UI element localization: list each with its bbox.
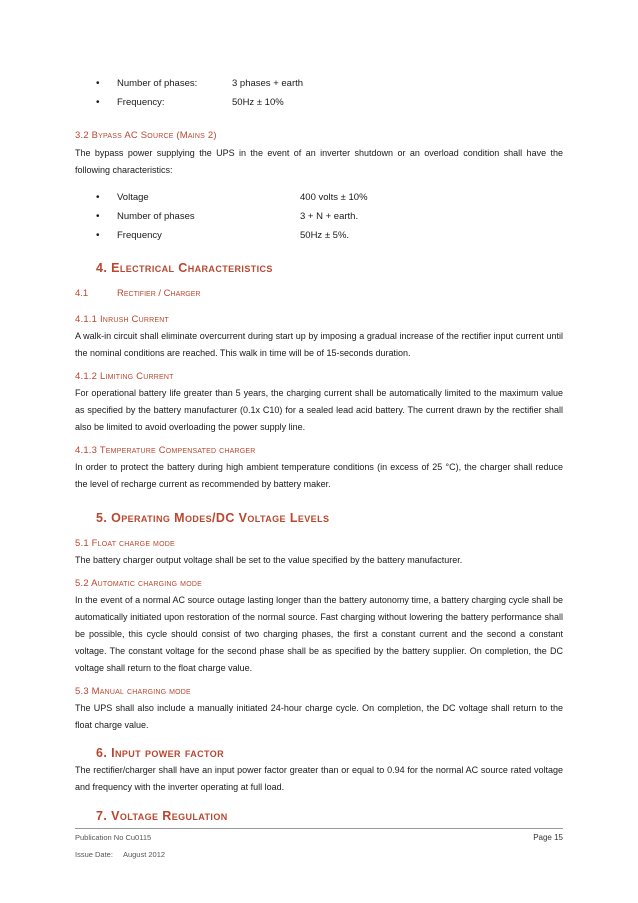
footer-issue-date bbox=[75, 850, 165, 859]
bullet-icon: • bbox=[96, 192, 100, 203]
footer-divider bbox=[75, 828, 563, 829]
bullet-value: 50Hz ± 5%. bbox=[300, 230, 350, 241]
bullet-label: Voltage bbox=[117, 192, 149, 203]
issue-date-label: Issue Date: bbox=[75, 850, 113, 859]
section-4-1-1-text: A walk-in circuit shall eliminate overcurrent during start up by imposing a gradual increase of the rectifier input current until the nominal conditions are reached. This walk in time will be of 15-seconds duration. bbox=[75, 331, 563, 358]
bullet-value: 400 volts ± 10% bbox=[300, 192, 368, 203]
bypass-bullet-list bbox=[75, 188, 563, 245]
bullet-label: Frequency bbox=[117, 230, 162, 241]
list-item bbox=[75, 207, 563, 226]
bullet-icon: • bbox=[96, 97, 100, 108]
footer-page-number: Page 15 bbox=[533, 833, 563, 842]
bullet-label: Number of phases bbox=[117, 211, 195, 222]
section-6-heading: 6. Input power factor bbox=[96, 746, 225, 760]
section-4-1-3-heading: 4.1.3 Temperature Compensated charger bbox=[75, 445, 256, 456]
footer-publication: Publication No Cu0115 bbox=[75, 833, 152, 842]
bullet-value: 50Hz ± 10% bbox=[232, 97, 284, 108]
bullet-icon: • bbox=[96, 230, 100, 241]
list-item bbox=[75, 93, 563, 112]
list-item bbox=[75, 188, 563, 207]
section-4-1-2-text: For operational battery life greater than 5 years, the charging current shall be automatically limited to the maximum value as specified by the battery manufacturer (0.1x C10) for a sealed lead acid battery. The current drawn by the rectifier shall also be limited to avoid overloading the power supply line. bbox=[75, 388, 563, 432]
section-3-2-heading: 3.2 Bypass AC Source (Mains 2) bbox=[75, 130, 217, 141]
section-3-2-text: The bypass power supplying the UPS in the event of an inverter shutdown or an overload condition shall have the following characteristics: bbox=[75, 148, 563, 175]
section-6-text: The rectifier/charger shall have an input power factor greater than or equal to 0.94 for the normal AC source rated voltage and frequency with the inverter operating at full load. bbox=[75, 765, 563, 792]
bullet-icon: • bbox=[96, 211, 100, 222]
section-5-3-text: The UPS shall also include a manually initiated 24-hour charge cycle. On completion, the DC voltage shall return to the float charge value. bbox=[75, 703, 563, 730]
bullet-value: 3 phases + earth bbox=[232, 78, 304, 89]
section-4-1-heading bbox=[75, 287, 563, 301]
list-item bbox=[75, 74, 563, 93]
section-5-heading: 5. Operating Modes/DC Voltage Levels bbox=[96, 511, 330, 525]
section-5-1-heading: 5.1 Float charge mode bbox=[75, 538, 175, 549]
bullet-label: Number of phases: bbox=[117, 78, 198, 89]
section-5-3-heading: 5.3 Manual charging mode bbox=[75, 686, 191, 697]
section-7-heading: 7. Voltage Regulation bbox=[96, 809, 228, 823]
list-item bbox=[75, 226, 563, 245]
bullet-value: 3 + N + earth. bbox=[300, 211, 359, 222]
issue-date-value: August 2012 bbox=[122, 850, 166, 859]
section-title: Rectifier / Charger bbox=[117, 288, 201, 299]
section-5-2-heading: 5.2 Automatic charging mode bbox=[75, 578, 202, 589]
section-4-1-3-text: In order to protect the battery during high ambient temperature conditions (in excess of 25 °C), the charger shall reduce the level of recharge current as recommended by battery maker. bbox=[75, 462, 563, 489]
bullet-icon: • bbox=[96, 78, 100, 89]
section-4-1-1-heading: 4.1.1 Inrush Current bbox=[75, 314, 169, 325]
section-5-2-text: In the event of a normal AC source outage lasting longer than the battery autonomy time, a battery charging cycle shall be automatically initiated upon restoration of the normal source. Fast charging without lowering the battery performance shall be possible, this cycle should consist of two charging phases, the first a constant current and the second a constant voltage. The constant voltage for the second phase shall be as specified by the battery supplier. On completion, the DC voltage shall return to the float charge value. bbox=[75, 595, 563, 673]
section-number: 4.1 bbox=[75, 288, 89, 299]
section-4-1-2-heading: 4.1.2 Limiting Current bbox=[75, 371, 174, 382]
section-4-heading: 4. Electrical Characteristics bbox=[96, 261, 273, 275]
bullet-label: Frequency: bbox=[117, 97, 165, 108]
mains1-bullet-list bbox=[75, 74, 563, 112]
page-content bbox=[75, 74, 563, 824]
section-5-1-text: The battery charger output voltage shall be set to the value specified by the battery manufacturer. bbox=[75, 555, 463, 565]
